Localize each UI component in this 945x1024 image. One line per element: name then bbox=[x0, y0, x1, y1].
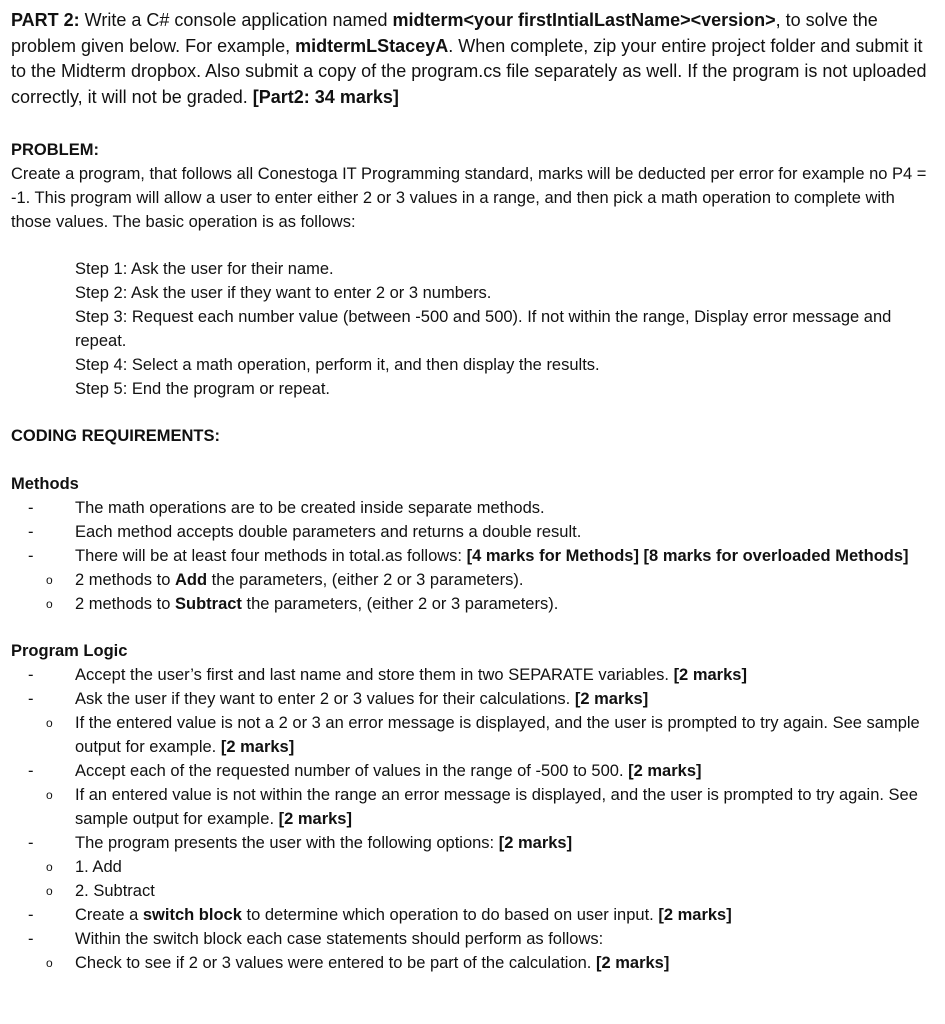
logic-bullet-5-pre: Create a bbox=[75, 906, 143, 924]
logic-bullet-1 bbox=[11, 663, 931, 687]
methods-bullet-2-text: Each method accepts double parameters and returns a double result. bbox=[75, 523, 582, 541]
menu-options-list bbox=[46, 855, 931, 903]
logic-bullet-2 bbox=[11, 687, 931, 759]
methods-sub-add bbox=[11, 568, 931, 592]
circle-marker: o bbox=[46, 788, 53, 802]
step-1: Step 1: Ask the user for their name. bbox=[75, 260, 334, 278]
dash-marker: - bbox=[28, 834, 34, 852]
logic-bullet-4-text: The program presents the user with the following options: bbox=[75, 834, 499, 852]
coding-requirements-heading: CODING REQUIREMENTS: bbox=[11, 427, 221, 445]
logic-bullet-4 bbox=[11, 831, 931, 903]
methods-sub-subtract-pre: 2 methods to bbox=[75, 595, 175, 613]
methods-bullet-1-text: The math operations are to be created inside separate methods. bbox=[75, 499, 545, 517]
logic-bullet-6-sub-text: Check to see if 2 or 3 values were entered to be part of the calculation. bbox=[75, 954, 596, 972]
dash-marker: - bbox=[28, 690, 34, 708]
problem-heading: PROBLEM: bbox=[11, 141, 99, 159]
logic-bullet-2-sub bbox=[11, 711, 931, 759]
assignment-document bbox=[11, 8, 931, 975]
dash-marker: - bbox=[28, 930, 34, 948]
logic-bullet-6-sub bbox=[11, 951, 931, 975]
switch-block-keyword: switch block bbox=[142, 906, 242, 924]
dash-marker: - bbox=[28, 906, 34, 924]
dash-marker: - bbox=[28, 499, 34, 517]
dash-marker: - bbox=[28, 666, 34, 684]
logic-bullet-2-sub-text: If the entered value is not a 2 or 3 an error message is displayed, and the user is prompted to try again. See sample output for example. bbox=[75, 714, 920, 756]
methods-marks: [4 marks for Methods] [8 marks for overloaded Methods] bbox=[466, 547, 909, 565]
logic-bullet-2-sublist bbox=[46, 711, 931, 759]
step-5: Step 5: End the program or repeat. bbox=[75, 380, 330, 398]
logic-bullet-3-sub-marks: [2 marks] bbox=[278, 810, 352, 828]
part-label: PART 2: bbox=[11, 10, 80, 30]
methods-sub-add-pre: 2 methods to bbox=[75, 571, 175, 589]
logic-bullet-3-sub bbox=[11, 783, 931, 831]
logic-bullet-5 bbox=[11, 903, 931, 927]
problem-description: Create a program, that follows all Conestoga IT Programming standard, marks will be deducted per error for example no P4 = -1. This program will allow a user to enter either 2 or 3 values in a range, and then pick a math operation to complete with those values. The basic operation is as follows: bbox=[11, 165, 927, 231]
logic-bullet-1-marks: [2 marks] bbox=[673, 666, 747, 684]
methods-bullet-1 bbox=[11, 496, 931, 520]
logic-bullet-4-marks: [2 marks] bbox=[498, 834, 573, 852]
step-4: Step 4: Select a math operation, perform it, and then display the results. bbox=[75, 356, 600, 374]
circle-marker: o bbox=[46, 573, 53, 587]
logic-list bbox=[11, 663, 931, 975]
circle-marker: o bbox=[46, 716, 53, 730]
logic-bullet-3-marks: [2 marks] bbox=[628, 762, 702, 780]
logic-bullet-2-marks: [2 marks] bbox=[574, 690, 649, 708]
methods-list bbox=[11, 496, 931, 616]
subtract-keyword: Subtract bbox=[174, 595, 242, 613]
logic-bullet-6-sublist bbox=[46, 951, 931, 975]
logic-bullet-5-marks: [2 marks] bbox=[658, 906, 732, 924]
methods-heading: Methods bbox=[11, 475, 79, 493]
dash-marker: - bbox=[28, 523, 34, 541]
logic-bullet-2-sub-marks: [2 marks] bbox=[220, 738, 295, 756]
menu-option-add-text: 1. Add bbox=[75, 858, 122, 876]
logic-bullet-5-post: to determine which operation to do based on user input. bbox=[241, 906, 659, 924]
circle-marker: o bbox=[46, 860, 53, 874]
add-keyword: Add bbox=[174, 571, 208, 589]
logic-bullet-6-sub-marks: [2 marks] bbox=[595, 954, 670, 972]
logic-bullet-3 bbox=[11, 759, 931, 831]
logic-bullet-3-sublist bbox=[46, 783, 931, 831]
methods-sub-subtract bbox=[11, 592, 931, 616]
logic-bullet-6-text: Within the switch block each case statements should perform as follows: bbox=[75, 930, 604, 948]
methods-sublist bbox=[46, 568, 931, 616]
circle-marker: o bbox=[46, 884, 53, 898]
step-2: Step 2: Ask the user if they want to enter 2 or 3 numbers. bbox=[75, 284, 492, 302]
logic-bullet-3-text: Accept each of the requested number of values in the range of -500 to 500. bbox=[75, 762, 629, 780]
intro-text-2: , to solve the problem given below. For example, bbox=[11, 10, 878, 56]
methods-sub-add-post: the parameters, (either 2 or 3 parameters). bbox=[207, 571, 524, 589]
circle-marker: o bbox=[46, 956, 53, 970]
methods-sub-subtract-post: the parameters, (either 2 or 3 parameters). bbox=[241, 595, 559, 613]
step-3: Step 3: Request each number value (between -500 and 500). If not within the range, Display error message and repeat. bbox=[75, 308, 892, 350]
methods-bullet-3-text: There will be at least four methods in total.as follows: bbox=[75, 547, 467, 565]
dash-marker: - bbox=[28, 762, 34, 780]
logic-bullet-1-text: Accept the user’s first and last name and store them in two SEPARATE variables. bbox=[75, 666, 674, 684]
menu-option-subtract bbox=[11, 879, 931, 903]
intro-text-3: . When complete, zip your entire project folder and submit it to the Midterm dropbox. Also submit a copy of the program.cs file separately as well. If the program is not uploaded correctly, it will not be graded. bbox=[11, 35, 927, 107]
steps-list bbox=[11, 257, 931, 401]
project-name-pattern: midterm<your firstIntialLastName><version> bbox=[392, 10, 776, 30]
circle-marker: o bbox=[46, 597, 53, 611]
dash-marker: - bbox=[28, 547, 34, 565]
logic-bullet-2-text: Ask the user if they want to enter 2 or 3 values for their calculations. bbox=[75, 690, 575, 708]
menu-option-add bbox=[11, 855, 931, 879]
methods-bullet-3 bbox=[11, 544, 931, 616]
part-marks: [Part2: 34 marks] bbox=[252, 86, 399, 107]
logic-bullet-6 bbox=[11, 927, 931, 975]
program-logic-heading: Program Logic bbox=[11, 642, 128, 660]
logic-bullet-3-sub-text: If an entered value is not within the range an error message is displayed, and the user is prompted to try again. See sample output for example. bbox=[75, 786, 918, 828]
methods-bullet-2 bbox=[11, 520, 931, 544]
menu-option-subtract-text: 2. Subtract bbox=[75, 882, 155, 900]
project-name-example: midtermLStaceyA bbox=[295, 35, 449, 56]
intro-paragraph bbox=[11, 8, 931, 110]
intro-text-1: Write a C# console application named bbox=[79, 10, 393, 30]
